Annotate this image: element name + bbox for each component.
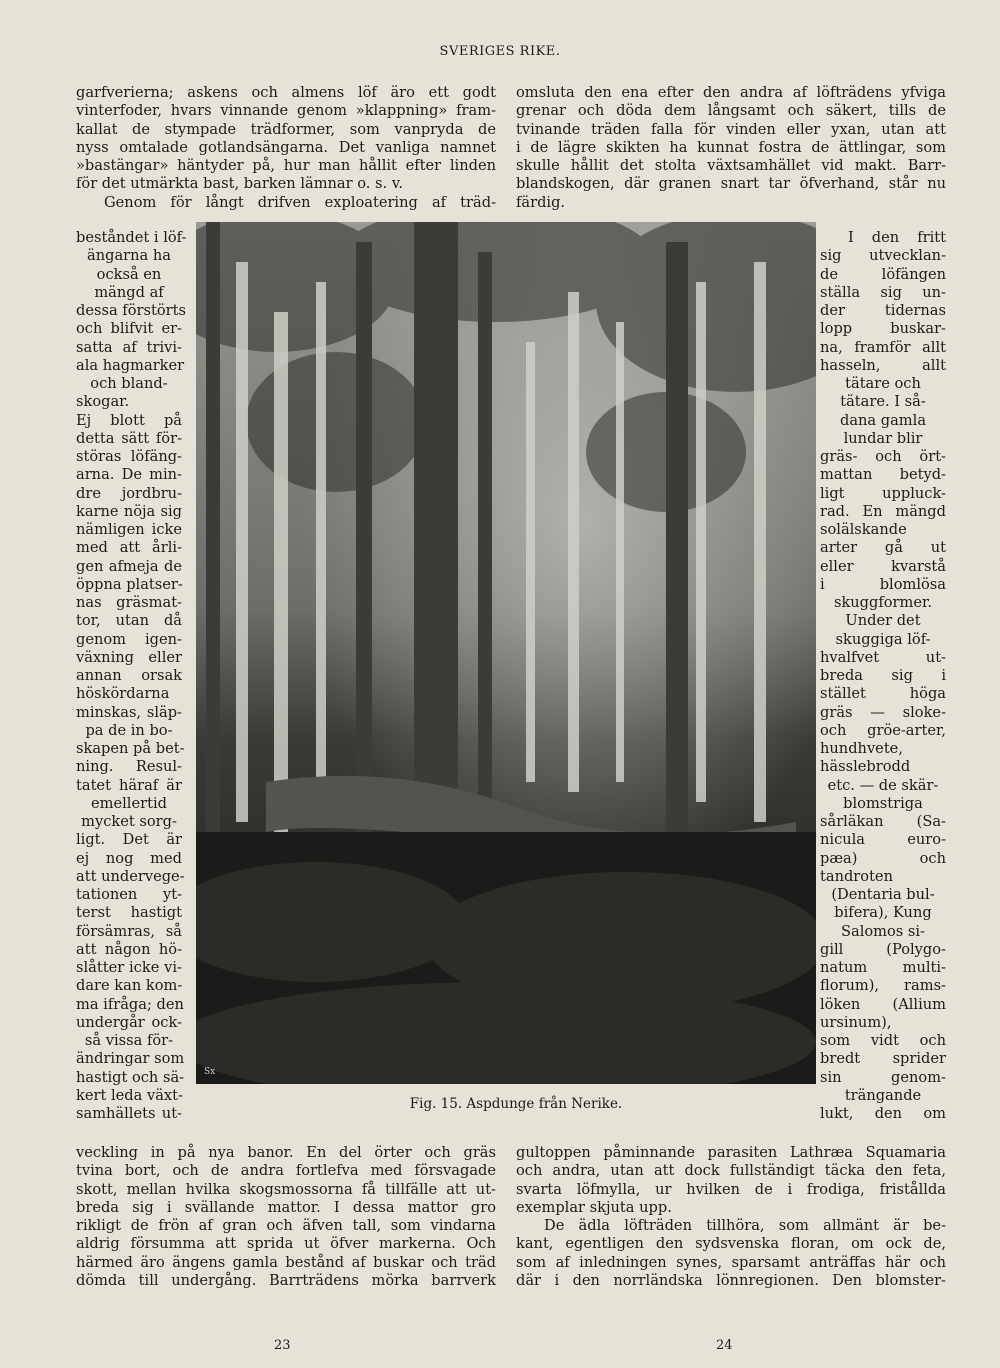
text-line: svarta löfmylla, ur hvilken de i frodiga, fristållda bbox=[516, 1180, 946, 1198]
photo-signature: Sx bbox=[204, 1067, 216, 1077]
text-line: bifera), Kung bbox=[834, 904, 932, 922]
text-line: nicula euro- bbox=[820, 831, 946, 849]
text-line: hundhvete, bbox=[820, 740, 903, 757]
text-line: arter gå ut bbox=[820, 539, 946, 557]
text-line: kant, egentligen den sydsvenska floran, om ock de, bbox=[516, 1235, 946, 1253]
text-line: omsluta den ena efter den andra af löfträdens yfviga bbox=[516, 84, 946, 101]
text-line: tandroten bbox=[820, 867, 893, 885]
aspen-grove-photograph bbox=[196, 222, 816, 1084]
text-line: lundar blir bbox=[843, 429, 923, 447]
text-line: ställa sig un- bbox=[820, 283, 946, 301]
text-line: med att årli- bbox=[76, 539, 182, 557]
text-line: minskas, släp- bbox=[76, 703, 182, 721]
text-line: och andra, utan att dock fullständigt täcka den feta, bbox=[516, 1162, 946, 1180]
text-line: ängarna ha bbox=[87, 247, 171, 265]
text-line: terst hastigt bbox=[76, 904, 182, 922]
text-line: (Dentaria bul- bbox=[831, 886, 935, 903]
text-line: skuggiga löf- bbox=[835, 630, 931, 648]
text-line: nas gräsmat- bbox=[76, 594, 182, 611]
text-line: tationen yt- bbox=[76, 886, 182, 903]
text-line: dre jordbru- bbox=[76, 484, 182, 502]
text-line: nämligen icke bbox=[76, 521, 182, 538]
text-line: garfverierna; askens och almens löf äro ett godt bbox=[76, 84, 496, 101]
text-line: så vissa för- bbox=[84, 1032, 174, 1049]
text-line: och gröe-arter, bbox=[820, 721, 946, 739]
text-line: höskördarna bbox=[76, 685, 170, 703]
text-line: De ädla löfträden tillhöra, som allmänt är be- bbox=[544, 1217, 946, 1234]
text-line: tor, utan då bbox=[76, 612, 182, 630]
text-line: sin genom- bbox=[820, 1068, 946, 1086]
text-line: ej nog med bbox=[76, 849, 182, 867]
text-line: hastigt och sä- bbox=[76, 1068, 185, 1086]
text-line: i blomlösa bbox=[820, 575, 946, 593]
text-line: gultoppen påminnande parasiten Lathræa Squamaria bbox=[516, 1144, 946, 1161]
text-line: ursinum), bbox=[820, 1013, 892, 1031]
text-line: pæa) och bbox=[820, 849, 946, 867]
text-line: tvinande träden falla för vinden eller yxan, utan att bbox=[516, 120, 946, 138]
text-line: satta af trivi- bbox=[76, 338, 182, 356]
text-line: och blifvit er- bbox=[76, 320, 182, 338]
text-line: gräs- och ört- bbox=[820, 448, 946, 465]
page-number-left: 23 bbox=[274, 1338, 291, 1353]
text-line: som vidt och bbox=[820, 1032, 946, 1049]
text-block-left-top bbox=[76, 84, 496, 212]
text-line: samhällets ut- bbox=[76, 1105, 182, 1122]
text-line: gräs — sloke- bbox=[820, 703, 946, 721]
text-line: tätare och bbox=[845, 375, 921, 392]
text-line: tatet häraf är bbox=[76, 776, 182, 794]
text-line: som af inledningen synes, sparsamt anträffas här och bbox=[516, 1253, 946, 1271]
text-line: löken (Allium bbox=[820, 995, 946, 1013]
text-line: beståndet i löf- bbox=[76, 229, 187, 246]
text-line: Salomos si- bbox=[841, 922, 925, 940]
text-line: »bastängar» häntyder på, hur man hållit efter linden bbox=[76, 157, 496, 174]
text-line: Genom för långt drifven exploatering af träd- bbox=[104, 193, 496, 211]
text-line: natum multi- bbox=[820, 959, 946, 976]
text-line: blandskogen, där granen snart tar öfverhand, står nu bbox=[516, 175, 946, 193]
text-line: emellertid bbox=[91, 794, 167, 812]
text-line: dömda till undergång. Barrträdens mörka barrverk bbox=[76, 1271, 496, 1289]
text-line: hässlebrodd bbox=[820, 758, 911, 776]
page-number-right: 24 bbox=[716, 1338, 733, 1353]
text-line: grenar och döda dem långsamt och säkert, tills de bbox=[516, 102, 946, 120]
text-line: ligt uppluck- bbox=[820, 484, 946, 502]
text-line: härmed äro ängens gamla bestånd af buskar och träd bbox=[76, 1253, 496, 1271]
text-line: skuggformer. bbox=[833, 594, 933, 611]
text-line: Ej blott på bbox=[76, 411, 182, 429]
text-block-right-top bbox=[516, 84, 946, 212]
text-line: der tidernas bbox=[820, 302, 946, 319]
text-line: stället höga bbox=[820, 685, 946, 703]
text-line: solälskande bbox=[820, 521, 907, 538]
photo-illustration bbox=[196, 222, 816, 1084]
text-line: undergår ock- bbox=[76, 1013, 182, 1031]
text-line: na, framför allt bbox=[820, 338, 946, 356]
text-line: Under det bbox=[845, 612, 921, 630]
text-line: dessa förstörts bbox=[76, 302, 186, 319]
text-line: mycket sorg- bbox=[81, 813, 177, 830]
text-line: florum), rams- bbox=[820, 977, 946, 995]
text-line: pa de in bo- bbox=[85, 721, 173, 739]
text-line: skulle hållit det stolta växtsamhället vid makt. Barr- bbox=[516, 157, 946, 174]
text-line: breda sig i svällande mattor. I dessa mattor gro bbox=[76, 1198, 496, 1216]
text-line: ligt. Det är bbox=[76, 831, 182, 849]
text-line: kallat de stympade trädformer, som vanpryda de bbox=[76, 120, 496, 138]
text-line: annan orsak bbox=[76, 667, 182, 684]
text-column-right-narrow bbox=[820, 229, 946, 1123]
text-line: rad. En mängd bbox=[820, 502, 946, 520]
text-line: bredt sprider bbox=[820, 1050, 946, 1068]
text-line: i de lägre skikten ha kunnat fostra de ättlingar, som bbox=[516, 138, 946, 156]
text-line: nyss omtalade gotlandsängarna. Det vanliga namnet bbox=[76, 138, 496, 156]
text-line: sårläkan (Sa- bbox=[820, 813, 946, 830]
text-line: etc. — de skär- bbox=[827, 776, 939, 794]
text-line: färdig. bbox=[516, 193, 566, 211]
text-line: hvalfvet ut- bbox=[820, 648, 946, 666]
text-line: blomstriga bbox=[843, 794, 923, 812]
text-line: karne nöja sig bbox=[76, 502, 182, 520]
text-line: hasseln, allt bbox=[820, 356, 946, 374]
text-line: trängande bbox=[844, 1086, 922, 1104]
text-line: ala hagmarker bbox=[76, 356, 185, 374]
text-line: de löfängen bbox=[820, 265, 946, 283]
text-line: I den fritt bbox=[848, 229, 946, 246]
text-line: slåtter icke vi- bbox=[76, 959, 182, 976]
text-line: breda sig i bbox=[820, 667, 946, 684]
text-line: tvina bort, och de andra fortlefva med försvagade bbox=[76, 1162, 496, 1180]
text-line: dare kan kom- bbox=[76, 977, 183, 995]
text-line: också en bbox=[96, 265, 162, 283]
text-line: ändringar som bbox=[76, 1050, 185, 1068]
text-block-right-bottom bbox=[516, 1144, 946, 1290]
text-line: försämras, så bbox=[76, 922, 182, 940]
text-block-left-bottom bbox=[76, 1144, 496, 1290]
text-line: tätare. I så- bbox=[840, 393, 926, 411]
text-column-left-narrow bbox=[76, 229, 187, 1123]
text-line: veckling in på nya banor. En del örter och gräs bbox=[76, 1144, 496, 1161]
text-line: aldrig försumma att sprida ut öfver markerna. Och bbox=[76, 1235, 496, 1253]
text-line: skogar. bbox=[76, 393, 130, 411]
text-line: växning eller bbox=[76, 648, 182, 666]
text-line: rikligt de frön af gran och äfven tall, som vindarna bbox=[76, 1217, 496, 1234]
text-line: kert leda växt- bbox=[76, 1086, 183, 1104]
text-line: skott, mellan hvilka skogsmossorna få tillfälle att ut- bbox=[76, 1180, 496, 1198]
text-line: sig utvecklan- bbox=[820, 247, 946, 265]
text-line: lukt, den om bbox=[820, 1105, 946, 1122]
figure-caption: Fig. 15. Aspdunge från Nerike. bbox=[409, 1096, 623, 1112]
text-line: ma ifråga; den bbox=[76, 995, 184, 1013]
text-line: arna. De min- bbox=[76, 466, 182, 484]
text-line: vinterfoder, hvars vinnande genom »klappning» fram- bbox=[76, 102, 496, 120]
text-line: att någon hö- bbox=[76, 940, 182, 958]
text-line: störas löfäng- bbox=[76, 448, 182, 465]
text-line: ning. Resul- bbox=[76, 758, 182, 776]
text-line: att undervege- bbox=[76, 867, 185, 885]
text-line: dana gamla bbox=[839, 411, 927, 429]
text-line: mattan betyd- bbox=[820, 466, 946, 484]
running-header: SVERIGES RIKE. bbox=[439, 44, 561, 59]
text-line: öppna platser- bbox=[76, 575, 183, 593]
text-line: och bland- bbox=[90, 375, 168, 392]
text-line: för det utmärkta bast, barken lämnar o. s. v. bbox=[76, 175, 403, 193]
text-line: skapen på bet- bbox=[76, 740, 185, 757]
text-line: där i den norrländska lönnregionen. Den blomster- bbox=[516, 1271, 946, 1289]
text-line: eller kvarstå bbox=[820, 557, 946, 575]
text-line: exemplar skjuta upp. bbox=[516, 1198, 672, 1216]
text-line: lopp buskar- bbox=[820, 320, 946, 338]
text-line: gill (Polygo- bbox=[820, 940, 946, 958]
text-line: mängd af bbox=[94, 283, 164, 301]
text-line: genom igen- bbox=[76, 630, 182, 648]
text-line: gen afmeja de bbox=[76, 557, 182, 575]
text-line: detta sätt för- bbox=[76, 429, 182, 447]
